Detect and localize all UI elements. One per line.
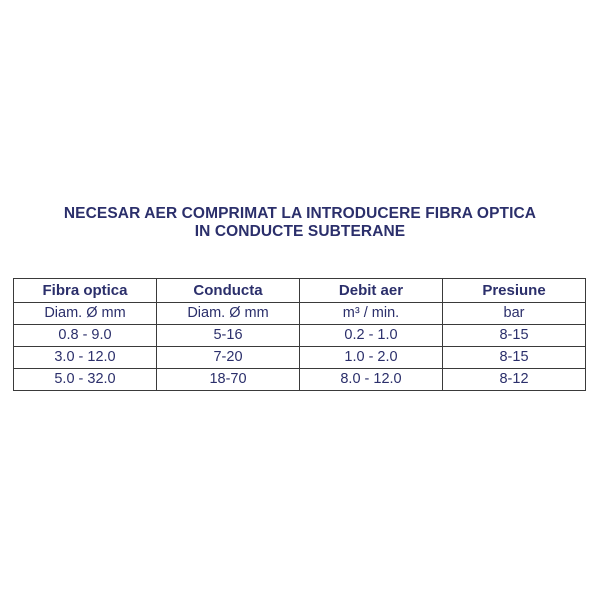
table-cell: 5.0 - 32.0 (14, 369, 157, 391)
header-fibra-optica: Fibra optica (14, 279, 157, 303)
header-debit-aer: Debit aer (300, 279, 443, 303)
table-cell: 5-16 (157, 325, 300, 347)
table-row (14, 369, 586, 391)
table-header-row (14, 279, 586, 303)
table-cell: 0.8 - 9.0 (14, 325, 157, 347)
table-units-row (14, 303, 586, 325)
unit-fibra-optica: Diam. Ø mm (14, 303, 157, 325)
table-cell: 8-15 (443, 347, 586, 369)
table-cell: 18-70 (157, 369, 300, 391)
unit-debit-aer: m³ / min. (300, 303, 443, 325)
header-conducta: Conducta (157, 279, 300, 303)
table-cell: 1.0 - 2.0 (300, 347, 443, 369)
document-title (0, 205, 600, 241)
table-row (14, 347, 586, 369)
title-line-2: IN CONDUCTE SUBTERANE (194, 223, 406, 240)
table-cell: 8-15 (443, 325, 586, 347)
header-presiune: Presiune (443, 279, 586, 303)
unit-conducta: Diam. Ø mm (157, 303, 300, 325)
table-cell: 8.0 - 12.0 (300, 369, 443, 391)
air-requirements-table (13, 278, 586, 391)
title-line-1: NECESAR AER COMPRIMAT LA INTRODUCERE FIBRA OPTICA (63, 205, 537, 222)
unit-presiune: bar (443, 303, 586, 325)
table-cell: 0.2 - 1.0 (300, 325, 443, 347)
table-cell: 8-12 (443, 369, 586, 391)
table-cell: 3.0 - 12.0 (14, 347, 157, 369)
table-cell: 7-20 (157, 347, 300, 369)
table-row (14, 325, 586, 347)
